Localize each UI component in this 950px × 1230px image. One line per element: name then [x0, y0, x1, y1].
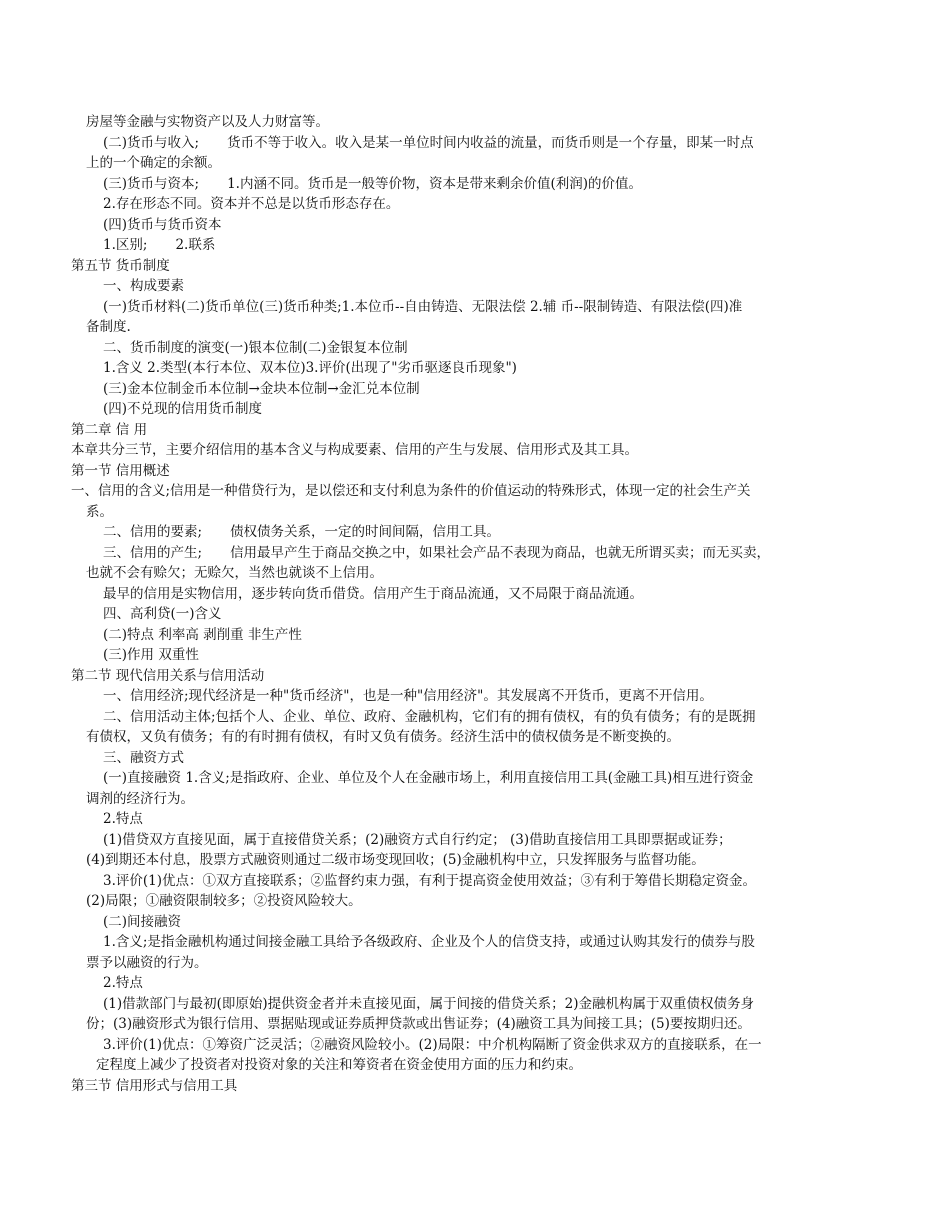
- text-line: [0, 973, 950, 994]
- text-line: [0, 1076, 950, 1097]
- text-line: [0, 666, 950, 687]
- text-line: [0, 297, 950, 318]
- line-text-continued: 信用最早产生于商品交换之中，如果社会产品不表现为商品，也就无所谓买卖；而无买卖，: [230, 544, 771, 561]
- line-text: 有债权，又负有债务；有的有时拥有债权，有时又负有债务。经济生活中的债权债务是不断变换的。: [86, 729, 680, 745]
- line-text: 二、货币制度的演变(一)银本位制(二)金银复本位制: [103, 339, 408, 356]
- line-text: 二、信用的要素;: [103, 524, 203, 540]
- text-line: [0, 932, 950, 953]
- line-text: (三)货币与资本;: [103, 175, 200, 192]
- text-line: [0, 338, 950, 359]
- text-line: [0, 727, 950, 748]
- line-text: (二)特点 利率高 剥削重 非生产性: [103, 626, 302, 643]
- line-text-continued: 债权债务关系，一定的时间间隔，信用工具。: [230, 524, 501, 540]
- text-line: [0, 317, 950, 338]
- line-text: 最早的信用是实物信用，逐步转向货币借贷。信用产生于商品流通，又不局限于商品流通。: [103, 585, 643, 602]
- line-text: 3.评价(1)优点：①双方直接联系；②监督约束力强，有利于提高资金使用效益；③有利于筹借长期稳定资金。: [103, 872, 757, 889]
- line-text-continued: 货币不等于收入。收入是某一单位时间内收益的流量，而货币则是一个存量，即某一时点: [227, 134, 754, 151]
- line-text: (4)到期还本付息，股票方式融资则通过二级市场变现回收；(5)金融机构中立，只发挥服务与监督功能。: [86, 852, 705, 868]
- text-line: [0, 891, 950, 912]
- text-line: [0, 686, 950, 707]
- line-text: 三、融资方式: [103, 749, 184, 766]
- line-text: (1)借款部门与最初(即原始)提供资金者并未直接见面，属于间接的借贷关系；2)金融机构属于双重债权债务身: [103, 995, 755, 1012]
- text-line: [0, 276, 950, 297]
- line-text: 第三节 信用形式与信用工具: [71, 1077, 238, 1094]
- line-text: 第一节 信用概述: [71, 462, 170, 479]
- line-text: 三、信用的产生;: [103, 544, 203, 561]
- text-line: [0, 748, 950, 769]
- line-text: (三)金本位制金币本位制→金块本位制→金汇兑本位制: [103, 380, 420, 397]
- line-text-continued: 1.内涵不同。货币是一般等价物，资本是带来剩余价值(利润)的价值。: [227, 175, 643, 192]
- text-line: [0, 543, 950, 564]
- text-line: [0, 133, 950, 154]
- line-text: 票予以融资的行为。: [86, 954, 208, 971]
- text-line: [0, 871, 950, 892]
- line-text: 1.含义 2.类型(本行本位、双本位)3.评价(出现了"劣币驱逐良币现象"): [103, 360, 517, 376]
- text-line: [0, 522, 950, 543]
- text-line: [0, 563, 950, 584]
- line-text: (2)局限；①融资限制较多；②投资风险较大。: [86, 893, 362, 909]
- line-text: 3.评价(1)优点：①筹资广泛灵活；②融资风险较小。(2)局限：中介机构隔断了资金供求双方的直接联系，在一: [103, 1036, 762, 1053]
- line-text: 系。: [86, 503, 113, 520]
- line-text: 2.特点: [103, 975, 143, 991]
- line-text: 2.特点: [103, 811, 143, 827]
- line-text: 第二节 现代信用关系与信用活动: [71, 667, 265, 684]
- line-text: 备制度.: [86, 319, 131, 335]
- text-line: [0, 256, 950, 277]
- text-line: [0, 235, 950, 256]
- line-text: (一)直接融资 1.含义;是指政府、企业、单位及个人在金融市场上，利用直接信用工具(金融工具)相互进行资金: [103, 770, 754, 786]
- line-text: (二)货币与收入;: [103, 134, 200, 151]
- text-line: [0, 953, 950, 974]
- text-line: [0, 1014, 950, 1035]
- line-text: 第二章 信 用: [71, 421, 148, 438]
- text-line: [0, 850, 950, 871]
- text-line: [0, 112, 950, 133]
- text-line: [0, 584, 950, 605]
- line-text: 上的一个确定的余额。: [86, 155, 221, 171]
- line-text: (四)货币与货币资本: [103, 216, 222, 233]
- text-line: [0, 379, 950, 400]
- text-line: [0, 502, 950, 523]
- line-text: 四、高利贷(一)含义: [103, 606, 222, 622]
- line-text: (三)作用 双重性: [103, 647, 199, 663]
- line-text: 房屋等金融与实物资产以及人力财富等。: [86, 114, 329, 130]
- text-line: [0, 215, 950, 236]
- text-line: [0, 420, 950, 441]
- text-line: [0, 358, 950, 379]
- line-text: 第五节 货币制度: [71, 257, 170, 274]
- text-line: [0, 153, 950, 174]
- text-line: [0, 625, 950, 646]
- text-line: [0, 194, 950, 215]
- text-line: [0, 830, 950, 851]
- line-text: 份；(3)融资形式为银行信用、票据贴现或证券质押贷款或出售证券；(4)融资工具为间接工具；(5)要按期归还。: [86, 1016, 751, 1032]
- line-text: 一、信用的含义;信用是一种借贷行为，是以偿还和支付利息为条件的价值运动的特殊形式，体现一定的社会生产关: [71, 483, 751, 499]
- text-line: [0, 604, 950, 625]
- line-text: (四)不兑现的信用货币制度: [103, 401, 263, 417]
- line-text: 本章共分三节，主要介绍信用的基本含义与构成要素、信用的产生与发展、信用形式及其工具。: [71, 442, 638, 458]
- text-line: [0, 809, 950, 830]
- text-line: [0, 174, 950, 195]
- text-line: [0, 440, 950, 461]
- line-text: 2.存在形态不同。资本并不总是以货币形态存在。: [103, 196, 400, 212]
- line-text: (一)货币材料(二)货币单位(三)货币种类;1.本位币--自由铸造、无限法偿 2.辅 币--限制铸造、有限法偿(四)准: [103, 298, 743, 315]
- line-text: 也就不会有赊欠；无赊欠，当然也就谈不上信用。: [86, 565, 383, 581]
- document-page: [0, 112, 950, 1096]
- line-text-continued: 2.联系: [175, 237, 216, 253]
- line-text: 定程度上减少了投资者对投资对象的关注和筹资者在资金使用方面的压力和约束。: [96, 1057, 582, 1073]
- line-text: (1)借贷双方直接见面，属于直接借贷关系；(2)融资方式自行约定； (3)借助直接信用工具即票据或证券；: [103, 831, 732, 848]
- text-line: [0, 789, 950, 810]
- line-text: 一、构成要素: [103, 278, 184, 294]
- text-line: [0, 1035, 950, 1056]
- text-line: [0, 768, 950, 789]
- text-line: [0, 399, 950, 420]
- line-text: 二、信用活动主体;包括个人、企业、单位、政府、金融机构，它们有的拥有债权，有的负有债务；有的是既拥: [103, 708, 756, 725]
- text-line: [0, 912, 950, 933]
- line-text: 调剂的经济行为。: [86, 790, 194, 807]
- text-line: [0, 461, 950, 482]
- text-line: [0, 645, 950, 666]
- text-line: [0, 994, 950, 1015]
- line-text: 1.含义;是指金融机构通过间接金融工具给予各级政府、企业及个人的信贷支持，或通过认购其发行的债券与股: [103, 934, 755, 950]
- line-text: (二)间接融资: [103, 913, 182, 930]
- line-text: 1.区别;: [103, 237, 148, 253]
- line-text: 一、信用经济;现代经济是一种"货币经济"，也是一种"信用经济"。其发展离不开货币，更离不开信用。: [103, 688, 713, 704]
- text-line: [0, 481, 950, 502]
- text-line: [0, 1055, 950, 1076]
- text-line: [0, 707, 950, 728]
